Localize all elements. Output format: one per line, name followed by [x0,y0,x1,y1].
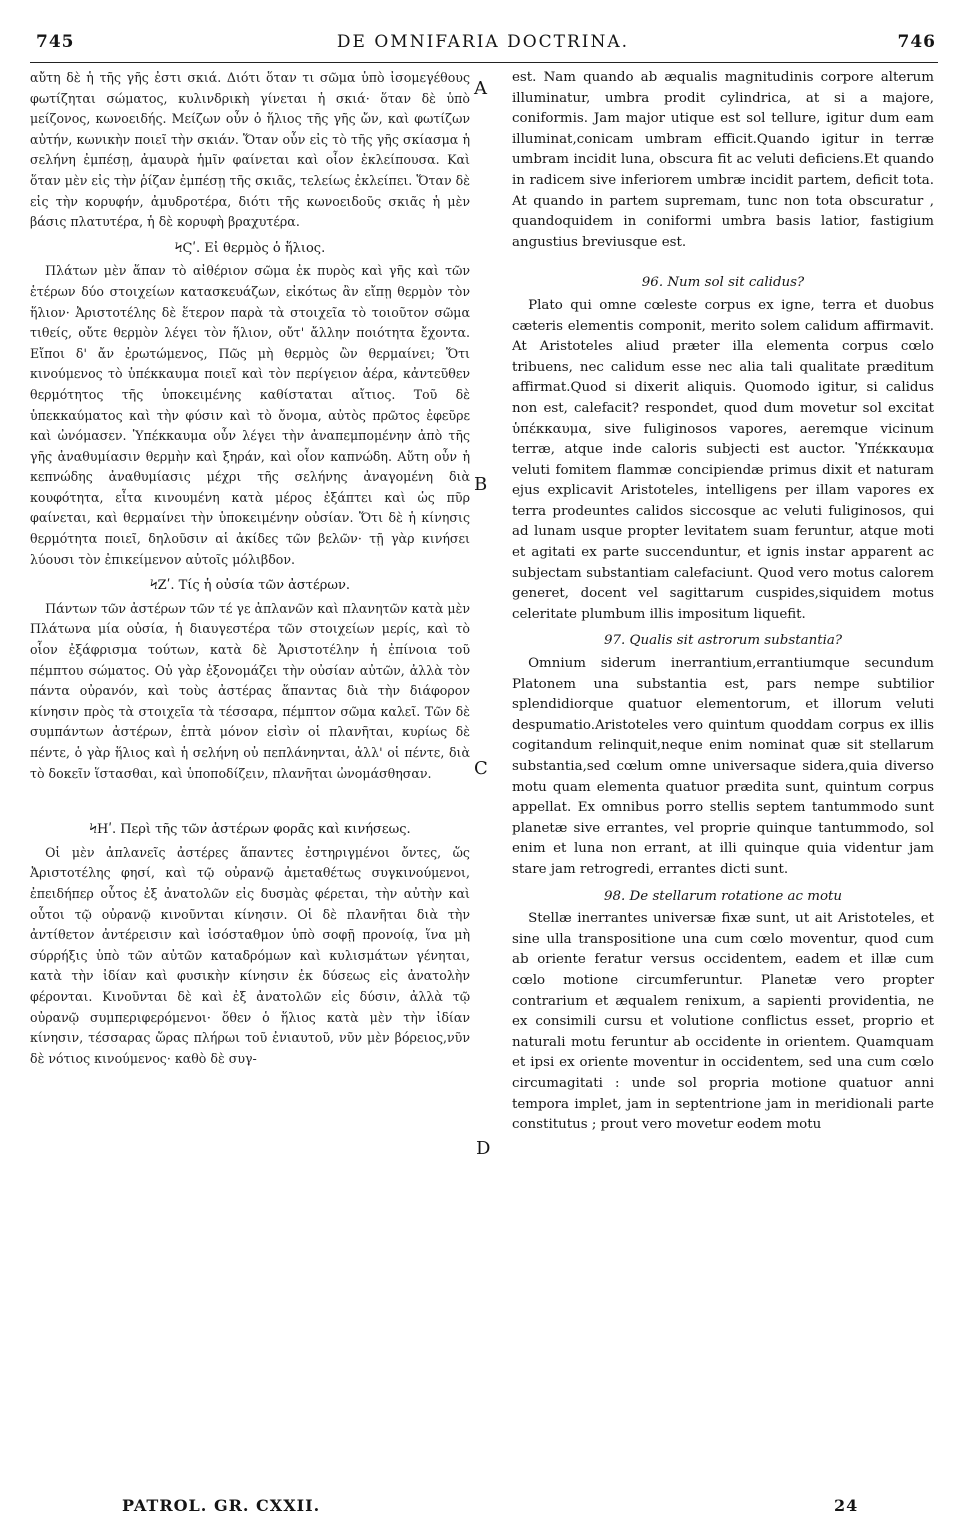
greek-paragraph-1: αὔτη δὲ ἡ τῆς γῆς ἐστι σκιά. Διότι ὅταν τι σῶμα ὑπὸ ἰσομεγέθους φωτίζηται σώματος, κυλινδρικὴ γίνεται ἡ σκιά· ὅταν δὲ ὑπὸ μείζονος, κωνοειδής. Μείζων οὖν ὁ ἥλιος τῆς γῆς ὤν, καὶ φωτίζων αὐτήν, κωνικὴν ποιεῖ τὴν σκιάν. Ὅταν οὖν εἰς τὸ τῆς γῆς σκίασμα ἡ σελήνη ἐμπέσῃ, ἀμαυρὰ ἡμῖν φαίνεται καὶ οἷον ἐκλείπουσα. Καὶ ὅταν μὲν εἰς τὴν ῥίζαν ἐμπέσῃ τῆς σκιᾶς, τελείως ἐκλείπει. Ὅταν δὲ εἰς τὴν κορυφήν, ἀμυδροτέρα, διότι τῆς κωνοειδοῦς σκιᾶς ἡ μὲν βάσις πλατυτέρα, ἡ δὲ κορυφὴ βραχυτέρα. [30,70,470,230]
latin-paragraph-4: Stellæ inerrantes universæ fixæ sunt, ut ait Aristoteles, et sine ulla transpositione una cum cœlo moventur, quod cum ab oriente feratur versus occidentem, eadem et illæ cum cœlo motione circumferuntur. Planetæ vero propter contrarium et æqualem renixum, a sapienti providentia, ne ex consimili cursu et volutione conflictus esset, proprio et naturali motu feruntur ab occidente in orientem. Quamquam et ipsi ex oriente moventur in occidentem, sed una cum cœlo circumagitati : unde sol propria motione quatuor anni tempora implet, jam in septentrione jam in meridionali parte constitutus ; prout vero movetur eodem motu [512,911,934,1133]
greek-paragraph-3: Πάντων τῶν ἀστέρων τῶν τέ γε ἀπλανῶν καὶ πλανητῶν κατὰ μὲν Πλάτωνα μία οὐσία, ἡ διαυγεστέρα τῶν στοιχείων μερίς, καὶ τὸ οἷον ἐξάφρισμα τούτων, κατὰ δὲ Ἀριστοτέλην ἡ ἐπίνοια τοῦ πέμπτου σώματος. Οὐ γὰρ ἐξονομάζει τὴν οὐσίαν αὐτῶν, ἀλλὰ τὸν πάντα οὐρανόν, καὶ τοὺς ἀστέρας ἅπαντας διὰ τὴν διάφορον κίνησιν πρὸς τὰ στοιχεῖα τὰ τέσσαρα, πέμπτον σῶμα καλεῖ. Τῶν δὲ συμπάντων ἀστέρων, ἑπτὰ μόνον εἰσὶν οἱ πλανῆται, κυρίως δὲ πέντε, ὁ γὰρ ἥλιος καὶ ἡ σελήνη οὐ πεπλάνηνται, ἀλλ' οἱ πέντε, διὰ τὸ δοκεῖν ἵστασθαι, καὶ ὑποποδίζειν, πλανῆται ὠνομάσθησαν. [30,600,470,781]
margin-letter-d: D [476,1138,491,1159]
latin-paragraph-2: Plato qui omne cœleste corpus ex igne, terra et duobus cæteris elementis componit, merito solem calidum affirmavit. At Aristoteles aliud præter illa elementa corpus cœlo tribuens, nec calidum esse nec alia tali qualitate præditum affirmat.Quod si dixerit aliquis. Quomodo igitur, si calidus non est, calefacit? respondet, quod dum movetur sol excitat ὑπέκκαυμα, sive fuliginosos vapores, aeremque vicinum terræ, atque inde caloris subjecti est auctor. Ὑπέκκαυμα veluti fomitem flammæ concipiendæ primus dixit et naturam ejus explicavit Aristoteles, intelligens per illam vapores ex terra prodeuntes calidos siccosque ac veluti fuliginosos, qui ad lunam usque propter levitatem suam feruntur, atque moti et agitati ex parte succenduntur, et ignis instar apparent ac subjectam substantiam calefaciunt. Quod vero motus calorem generet, docent vel sagittarum cuspides,siquidem motus celeritate plumbum illis impositum liquefit. [512,297,934,622]
page-header [30,32,936,58]
latin-column [512,68,934,1136]
greek-paragraph-4: Οἱ μὲν ἀπλανεῖς ἀστέρες ἅπαντες ἐστηριγμένοι ὄντες, ὥς Ἀριστοτέλης φησί, καὶ τῷ οὐρανῷ ἀμεταθέτως συγκινούμενοι, ἐπειδήπερ οὗτος ἐξ ἀνατολῶν εἰς δυσμὰς φέρεται, τὴν αὐτὴν καὶ οὗτοι τῷ οὐρανῷ κινοῦνται κίνησιν. Οἱ δὲ πλανῆται διὰ τὴν ἀντίθετον ἀντέρεισιν καὶ ἰσόσταθμον ὑπὸ σοφῇ προνοίᾳ, ἵνα μὴ σύρρήξις ὑπὸ τῶν αὐτῶν καταδρόμων καὶ κυλισμάτων γένηται, κατὰ τὴν ἰδίαν καὶ φυσικὴν κίνησιν ἐκ δύσεως εἰς ἀνατολὴν φέρονται. Κινοῦνται δὲ καὶ ἐξ ἀνατολῶν εἰς δύσιν, ἀλλὰ τῷ οὐρανῷ συμπεριφερόμενοι· ὅθεν ὁ ἥλιος κατὰ μὲν τὴν ἰδίαν κίνησιν, τέσσαρας ὥρας πλήρωι τοῦ ἐνιαυτοῦ, νῦν μὲν βόρειος,νῦν δὲ νότιος κινούμενος· καθὸ δὲ συγ- [30,844,470,1066]
greek-heading-98: ϞΗʹ. Περὶ τῆς τῶν ἀστέρων φορᾶς καὶ κινήσεως. [89,822,411,838]
margin-letter-b: B [474,474,488,495]
footer-sheet-number: 24 [834,1496,859,1515]
latin-heading-97: 97. Qualis sit astrorum substantia? [603,633,843,649]
latin-paragraph-3: Omnium siderum inerrantium,errantiumque secundum Platonem una substantia est, pars nempe subtilior splendidiorque quatuor elementorum, et illorum veluti despumatio.Aristoteles vero quintum quoddam corpus ex illis cogitandum relinquit,neque enim nominat quæ sit stellarum substantia,sed cœlum omne universaque sidera,quia diverso motu quam elementa quatuor prædita sunt, quintum corpus appellat. Ex omnibus porro stellis septem tantummodo sunt planetæ sive errantes, vel proprie quinque tantummodo, sol enim et luna non errant, at illi quinque quia videntur jam stare jam retrogredi, errantes dicti sunt. [512,656,934,877]
header-rule [30,62,938,63]
greek-heading-96: ϞϚʹ. Εἰ θερμὸς ὁ ἥλιος. [174,240,326,256]
latin-heading-96: 96. Num sol sit calidus? [641,275,805,291]
greek-column [30,68,470,1069]
margin-letter-c: C [474,758,488,779]
footer-signature: PATROL. GR. CXXII. [122,1496,321,1515]
running-title: DE OMNIFARIA DOCTRINA. [336,32,630,52]
greek-heading-97: ϞΖʹ. Τίς ἡ οὐσία τῶν ἀστέρων. [150,578,350,594]
latin-paragraph-1: est. Nam quando ab æqualis magnitudinis corpore alterum illuminatur, umbra prodit cylindrica, at si a majore, coniformis. Jam major utique est sol tellure, igitur dum eam illuminat,conicam umbram efficit.Quando igitur in terræ umbram incidit luna, obscura fit ac veluti deficiens.Et quando in radicem sive inferiorem umbræ incidit partem, deficit tota. At quando in partem supremam, tunc non tota obscuratur , quandoquidem in coniformi umbra basis latior, fastigium angustius breviusque est. [512,70,934,250]
page-number-right: 746 [897,32,936,52]
latin-heading-98: 98. De stellarum rotatione ac motu [603,888,843,904]
greek-paragraph-2: Πλάτων μὲν ἅπαν τὸ αἰθέριον σῶμα ἐκ πυρὸς καὶ γῆς καὶ τῶν ἑτέρων δύο στοιχείων κατασκευάζων, εἰκότως ἂν εἴπῃ θερμὸν τὸν ἥλιον· Ἀριστοτέλης δὲ ἕτερον παρὰ τὰ στοιχεῖα τὸ τοιοῦτον σῶμα τιθείς, οὔτε θερμὸν λέγει τὸν ἥλιον, οὔτ' ἄλλην ποιότητα ἔχοντα. Εἴποι δ' ἄν ἐρωτώμενος, Πῶς μὴ θερμὸς ὢν θερμαίνει; Ὅτι κινούμενος τὸ ὑπέκκαυμα ποιεῖ καὶ τὸν περίγειον ἀέρα, κἀντεῦθεν θερμότητος τῆς ὑποκειμένης καθίσταται αἴτιος. Τοῦ δὲ ὑπεκκαύματος καὶ τὴν φύσιν καὶ τὸ ὄνομα, αὐτὸς πρῶτος ἐφεῦρε καὶ ὠνόμασεν. Ὑπέκκαυμα οὖν λέγει τὴν ἀναπεμπομένην ἀπὸ τῆς γῆς ἀναθυμίασιν θερμὴν καὶ ξηράν, καὶ οἷον καπνώδη. Αὕτη οὖν ἡ κεπνώδης ἀναθυμίασις μέχρι τῆς σελήνης ἀναγομένη διὰ κουφότητα, εἶτα κινουμένη κατὰ μέρος ἐξάπτει καὶ ὡς πῦρ φαίνεται, καὶ θερμαίνει τὴν ὑποκειμένην οὐσίαν. Ὅτι δὲ ἡ κίνησις θερμότητα ποιεῖ, δηλοῦσιν αἱ ἀκίδες τῶν βελῶν· τῇ γὰρ κινήσει λύουσι τὸν ἐπικείμενον αὐτοῖς μόλιβδον. [30,263,470,567]
margin-letter-a: A [474,78,487,99]
page-number-left: 745 [36,32,75,52]
